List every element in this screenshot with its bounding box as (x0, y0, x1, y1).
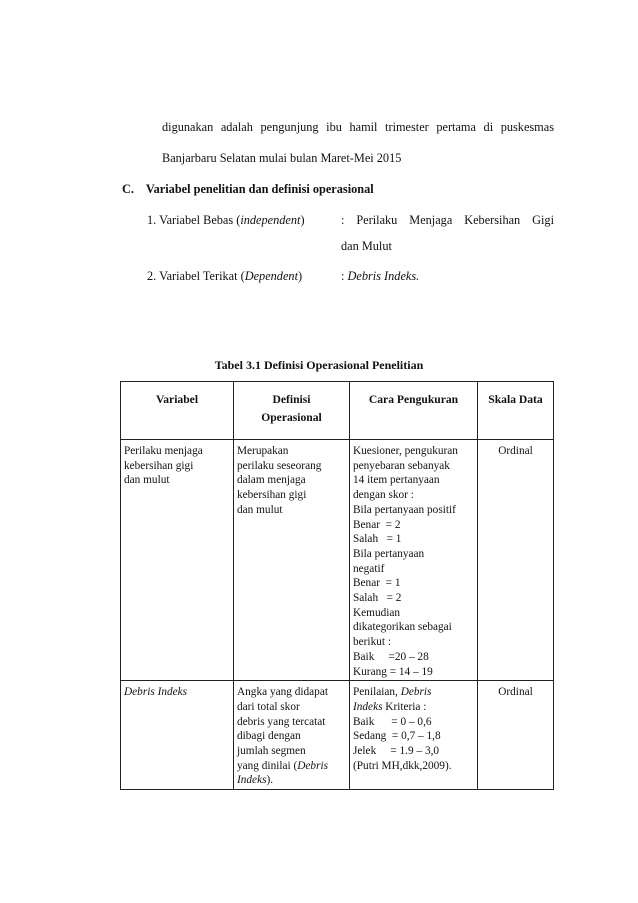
header-variabel: Variabel (121, 382, 234, 440)
table-row (121, 681, 554, 790)
header-cara-pengukuran: Cara Pengukuran (350, 382, 478, 440)
cell-cara-pengukuran: Kuesioner, pengukuran penyebaran sebanyak 14 item pertanyaan dengan skor : Bila pertanyaan positif Benar = 2 Salah = 1 Bila pertanyaan negatif Benar = 1 Salah = 2 Kemudian dikategorikan sebagai berikut : Baik =20 – 28 Kurang = 14 – 19 (350, 440, 478, 681)
variable-2-value: : Debris Indeks. (341, 269, 420, 283)
table-caption: Tabel 3.1 Definisi Operasional Penelitian (214, 358, 424, 372)
variable-1-value-line-2: dan Mulut (341, 239, 392, 253)
header-skala-data: Skala Data (478, 382, 554, 440)
cell-definisi: Merupakan perilaku seseorang dalam menjaga kebersihan gigi dan mulut (234, 440, 350, 681)
table-row (121, 440, 554, 681)
definition-table (120, 381, 554, 790)
variable-1-value-line-1: : Perilaku Menjaga Kebersihan Gigi (341, 213, 554, 227)
table-header-row (121, 382, 554, 440)
cell-skala-data: Ordinal (478, 440, 554, 681)
intro-line-2: Banjarbaru Selatan mulai bulan Maret-Mei 2015 (162, 151, 402, 165)
section-heading (122, 182, 374, 197)
section-label: C. (122, 182, 134, 196)
cell-variabel: Debris Indeks (121, 681, 234, 790)
variable-1-label: 1. Variabel Bebas (independent) (147, 213, 305, 227)
cell-definisi: Angka yang didapat dari total skor debris yang tercatat dibagi dengan jumlah segmen yang dinilai (Debris Indeks). (234, 681, 350, 790)
cell-variabel: Perilaku menjaga kebersihan gigi dan mulut (121, 440, 234, 681)
intro-line-1: digunakan adalah pengunjung ibu hamil trimester pertama di puskesmas (162, 120, 554, 134)
variable-2-label: 2. Variabel Terikat (Dependent) (147, 269, 303, 283)
cell-cara-pengukuran: Penilaian, Debris Indeks Kriteria : Baik = 0 – 0,6 Sedang = 0,7 – 1,8 Jelek = 1.9 – 3,0 (Putri MH,dkk,2009). (350, 681, 478, 790)
header-definisi: Definisi Operasional (234, 382, 350, 440)
section-title: Variabel penelitian dan definisi operasional (145, 182, 374, 196)
cell-skala-data: Ordinal (478, 681, 554, 790)
